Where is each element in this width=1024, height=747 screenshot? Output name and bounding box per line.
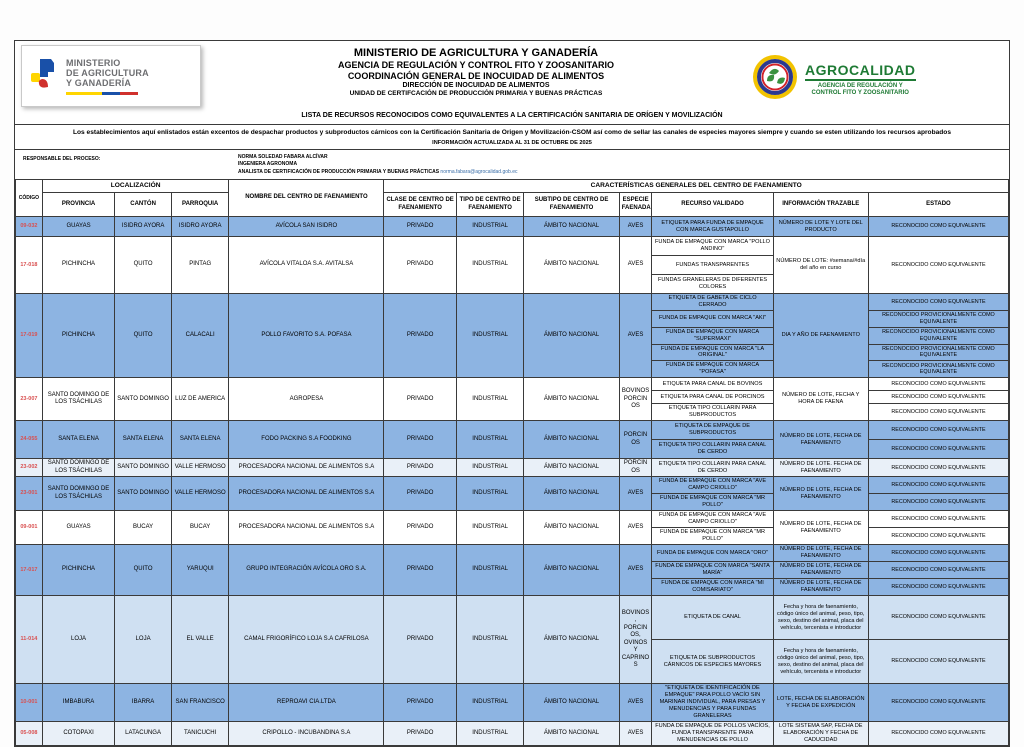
cell-tipo: INDUSTRIAL: [456, 217, 524, 237]
cell-recurso: ETIQUETA PARA CANAL DE BOVINOS: [652, 378, 773, 391]
cell-canton: ISIDRO AYORA: [115, 217, 172, 237]
cell-canton: IBARRA: [115, 684, 172, 722]
cell-recurso: FUNDAS GRANELERAS DE DIFERENTES COLORES: [652, 275, 773, 294]
cell-code: 17-017: [16, 545, 43, 596]
cell-provincia: COTOPAXI: [42, 722, 114, 746]
cell-parroquia: VALLE HERMOSO: [171, 459, 229, 477]
cell-tipo: INDUSTRIAL: [456, 378, 524, 421]
cell-estado: RECONOCIDO COMO EQUIVALENTE: [868, 217, 1008, 237]
cell-especie: AVES: [619, 477, 652, 511]
cell-code: 24-055: [16, 421, 43, 459]
cell-parroquia: SANTA ELENA: [171, 421, 229, 459]
cell-provincia: SANTO DOMINGO DE LOS TSÁCHILAS: [42, 477, 114, 511]
cell-estado: RECONOCIDO COMO EQUIVALENTE: [868, 440, 1008, 459]
cell-provincia: PICHINCHA: [42, 294, 114, 378]
cell-tipo: INDUSTRIAL: [456, 684, 524, 722]
cell-code: 09-032: [16, 217, 43, 237]
cell-parroquia: YARUQUI: [171, 545, 229, 596]
cell-subtipo: ÁMBITO NACIONAL: [524, 722, 619, 746]
cell-info: LOTE, FECHA DE ELABORACIÓN Y FECHA DE EXPEDICIÓN: [773, 684, 868, 722]
cell-info: DIA Y AÑO DE FAENAMIENTO: [773, 294, 868, 378]
cell-clase: PRIVADO: [384, 237, 456, 294]
cell-code: 11-014: [16, 596, 43, 684]
resources-table: [15, 179, 1009, 746]
table-row: [16, 477, 1009, 494]
ecuador-tricolor-bar: [66, 92, 138, 95]
header-nombre: NOMBRE DEL CENTRO DE FAENAMIENTO: [229, 180, 384, 217]
cell-nombre: CAMAL FRIGORÍFICO LOJA S.A CAFRILOSA: [229, 596, 384, 684]
cell-parroquia: EL VALLE: [171, 596, 229, 684]
cell-recurso: FUNDA DE EMPAQUE CON MARCA "SUPERMAXI": [652, 327, 773, 344]
cell-especie: PORCINOS: [619, 459, 652, 477]
cell-estado: RECONOCIDO COMO EQUIVALENTE: [868, 421, 1008, 440]
cell-provincia: GUAYAS: [42, 217, 114, 237]
cell-info: NÚMERO DE LOTE, FECHA DE FAENAMIENTO: [773, 562, 868, 579]
table-header: [16, 180, 1009, 217]
cell-recurso: FUNDA DE EMPAQUE CON MARCA "ORO": [652, 545, 773, 562]
header-codigo: CÓDIGO: [16, 180, 43, 217]
responsible-email: norma.fabara@agrocalidad.gob.ec: [440, 168, 518, 175]
table-row: [16, 421, 1009, 440]
cell-recurso: FUNDA DE EMPAQUE CON MARCA "AVE CAMPO CRIOLLO": [652, 511, 773, 528]
cell-info: NÚMERO DE LOTE: #semana/#día del año en curso: [773, 237, 868, 294]
cell-subtipo: ÁMBITO NACIONAL: [524, 684, 619, 722]
header-canton: CANTÓN: [115, 193, 172, 217]
cell-clase: PRIVADO: [384, 459, 456, 477]
table-row: [16, 294, 1009, 311]
cell-subtipo: ÁMBITO NACIONAL: [524, 459, 619, 477]
cell-provincia: PICHINCHA: [42, 545, 114, 596]
cell-subtipo: ÁMBITO NACIONAL: [524, 511, 619, 545]
cell-provincia: PICHINCHA: [42, 237, 114, 294]
cell-tipo: INDUSTRIAL: [456, 596, 524, 684]
cell-recurso: ETIQUETA DE GABETA DE CICLO CERRADO: [652, 294, 773, 311]
cell-estado: RECONOCIDO COMO EQUIVALENTE: [868, 640, 1008, 684]
mag-logo-line3: Y GANADERÍA: [66, 77, 132, 88]
cell-recurso: ETIQUETA TIPO COLLARIN PARA SUBPRODUCTOS: [652, 404, 773, 421]
cell-parroquia: SAN FRANCISCO: [171, 684, 229, 722]
notice-updated: INFORMACIÓN ACTUALIZADA AL 31 DE OCTUBRE DE 2025: [432, 139, 592, 146]
agrocalidad-subtitle: AGENCIA DE REGULACIÓN Y CONTROL FITO Y ZOOSANITARIO: [811, 82, 909, 96]
title-direction: DIRECCIÓN DE INOCUIDAD DE ALIMENTOS: [402, 82, 550, 89]
cell-recurso: ETIQUETA PARA FUNDA DE EMPAQUE CON MARCA GUSTAPOLLO: [652, 217, 773, 237]
header-provincia: PROVINCIA: [42, 193, 114, 217]
cell-estado: RECONOCIDO COMO EQUIVALENTE: [868, 391, 1008, 404]
cell-nombre: AVÍCOLA SAN ISIDRO: [229, 217, 384, 237]
cell-estado: RECONOCIDO COMO EQUIVALENTE: [868, 511, 1008, 528]
notice-text: Los establecimientos aquí enlistados están excentos de despachar productos y subproductos cárnicos con la Certificación Sanitaria de Origen y Movilización-CSOM así como de sellar las canales de especies mayores siempre y cuando se esten utilizando los recursos aprobados: [73, 129, 951, 136]
table-row: [16, 511, 1009, 528]
cell-estado: RECONOCIDO COMO EQUIVALENTE: [868, 545, 1008, 562]
cell-parroquia: TANICUCHI: [171, 722, 229, 746]
mag-logo: [21, 45, 201, 107]
cell-recurso: FUNDA DE EMPAQUE CON MARCA "POLLO ANDINO": [652, 237, 773, 256]
table-row: [16, 545, 1009, 562]
cell-code: 17-019: [16, 294, 43, 378]
cell-canton: QUITO: [115, 237, 172, 294]
cell-nombre: PROCESADORA NACIONAL DE ALIMENTOS S.A: [229, 477, 384, 511]
cell-info: NÚMERO DE LOTE, FECHA DE FAENAMIENTO: [773, 579, 868, 596]
cell-provincia: SANTO DOMINGO DE LOS TSÁCHILAS: [42, 378, 114, 421]
responsible-section: [15, 150, 1009, 180]
cell-estado: RECONOCIDO COMO EQUIVALENTE: [868, 596, 1008, 640]
cell-recurso: FUNDA DE EMPAQUE CON MARCA "MR POLLO": [652, 494, 773, 511]
cell-clase: PRIVADO: [384, 294, 456, 378]
cell-recurso: FUNDA DE EMPAQUE CON MARCA "MR POLLO": [652, 528, 773, 545]
cell-clase: PRIVADO: [384, 378, 456, 421]
cell-code: 09-001: [16, 511, 43, 545]
cell-estado: RECONOCIDO PROVICIONALMENTE COMO EQUIVALENTE: [868, 344, 1008, 361]
responsible-details: [238, 154, 518, 177]
cell-nombre: PROCESADORA NACIONAL DE ALIMENTOS S.A: [229, 511, 384, 545]
cell-especie: AVES: [619, 217, 652, 237]
cell-estado: RECONOCIDO COMO EQUIVALENTE: [868, 528, 1008, 545]
document-titles: [201, 45, 751, 97]
cell-recurso: FUNDA DE EMPAQUE CON MARCA "AKI": [652, 311, 773, 328]
cell-recurso: FUNDA DE EMPAQUE CON MARCA "LA ORIGINAL": [652, 344, 773, 361]
title-ministry: MINISTERIO DE AGRICULTURA Y GANADERÍA: [353, 47, 599, 59]
cell-tipo: INDUSTRIAL: [456, 421, 524, 459]
cell-estado: RECONOCIDO PROVICIONALMENTE COMO EQUIVALENTE: [868, 327, 1008, 344]
cell-tipo: INDUSTRIAL: [456, 294, 524, 378]
cell-estado: RECONOCIDO COMO EQUIVALENTE: [868, 579, 1008, 596]
table-body: [16, 217, 1009, 746]
mag-logo-text: [66, 59, 149, 95]
cell-info: Fecha y hora de faenamiento, código único del animal, peso, tipo, sexo, destino del animal, placa del vehículo, tercenista e introductor: [773, 596, 868, 640]
cell-nombre: AVÍCOLA VITALOA S.A. AVITALSA: [229, 237, 384, 294]
cell-code: 23-002: [16, 459, 43, 477]
cell-nombre: AGROPESA: [229, 378, 384, 421]
agrocalidad-logo: [751, 45, 1003, 106]
cell-recurso: FUNDA DE EMPAQUE CON MARCA "AVE CAMPO CRIOLLO": [652, 477, 773, 494]
cell-nombre: CRIPOLLO - INCUBANDINA S.A: [229, 722, 384, 746]
cell-especie: PORCINOS: [619, 421, 652, 459]
cell-parroquia: LUZ DE AMERICA: [171, 378, 229, 421]
cell-canton: QUITO: [115, 294, 172, 378]
cell-provincia: SANTA ELENA: [42, 421, 114, 459]
cell-canton: SANTO DOMINGO: [115, 477, 172, 511]
cell-estado: RECONOCIDO COMO EQUIVALENTE: [868, 294, 1008, 311]
document-list-title: LISTA DE RECURSOS RECONOCIDOS COMO EQUIVALENTES A LA CERTIFICACIÓN SANITARIA DE ORÍGEN Y MOVILIZACIÓN: [301, 112, 723, 119]
cell-recurso: FUNDA DE EMPAQUE CON MARCA "MI COMISARIATO": [652, 579, 773, 596]
responsible-role-line: [238, 169, 518, 177]
cell-canton: SANTA ELENA: [115, 421, 172, 459]
cell-parroquia: CALACALI: [171, 294, 229, 378]
mag-logo-line2: DE AGRICULTURA: [66, 68, 149, 79]
cell-clase: PRIVADO: [384, 477, 456, 511]
cell-estado: RECONOCIDO COMO EQUIVALENTE: [868, 404, 1008, 421]
cell-recurso: ETIQUETA DE EMPAQUE DE SUBPRODUCTOS: [652, 421, 773, 440]
header-especie: ESPECIE FAENADA: [619, 193, 652, 217]
cell-especie: AVES: [619, 545, 652, 596]
mag-logo-line1: MINISTERIO: [66, 58, 121, 69]
table-row: [16, 378, 1009, 391]
cell-especie: AVES: [619, 511, 652, 545]
cell-tipo: INDUSTRIAL: [456, 722, 524, 746]
cell-subtipo: ÁMBITO NACIONAL: [524, 477, 619, 511]
table-row: [16, 217, 1009, 237]
cell-especie: AVES: [619, 294, 652, 378]
cell-estado: RECONOCIDO PROVICIONALMENTE COMO EQUIVALENTE: [868, 361, 1008, 378]
cell-nombre: FODO PACKING S.A FOODKING: [229, 421, 384, 459]
title-agency: AGENCIA DE REGULACIÓN Y CONTROL FITO Y ZOOSANITARIO: [337, 60, 615, 70]
cell-estado: RECONOCIDO COMO EQUIVALENTE: [868, 562, 1008, 579]
cell-info: LOTE SISTEMA SAP, FECHA DE ELABORACIÓN Y FECHA DE CADUCIDAD: [773, 722, 868, 746]
cell-recurso: ETIQUETA DE CANAL: [652, 596, 773, 640]
cell-clase: PRIVADO: [384, 217, 456, 237]
cell-estado: RECONOCIDO COMO EQUIVALENTE: [868, 684, 1008, 722]
cell-canton: SANTO DOMINGO: [115, 378, 172, 421]
cell-info: NÚMERO DE LOTE, FECHA DE FAENAMIENTO: [773, 545, 868, 562]
header-estado: ESTADO: [868, 193, 1008, 217]
table-row: [16, 722, 1009, 746]
header-tipo: TIPO DE CENTRO DE FAENAMIENTO: [456, 193, 524, 217]
cell-provincia: SANTO DOMINGO DE LOS TSÁCHILAS: [42, 459, 114, 477]
title-coordination: COORDINACIÓN GENERAL DE INOCUIDAD DE ALIMENTOS: [347, 71, 605, 81]
cell-clase: PRIVADO: [384, 511, 456, 545]
cell-tipo: INDUSTRIAL: [456, 511, 524, 545]
cell-info: NÚMERO DE LOTE, FECHA DE FAENAMIENTO: [773, 477, 868, 511]
cell-canton: LATACUNGA: [115, 722, 172, 746]
cell-especie: BOVINOS, PORCINOS, OVINOS Y CAPRINOS: [619, 596, 652, 684]
cell-code: 05-008: [16, 722, 43, 746]
cell-canton: QUITO: [115, 545, 172, 596]
title-unit: UNIDAD DE CERTIFCACIÓN DE PRODUCCIÓN PRIMARIA Y BUENAS PRÁCTICAS: [349, 90, 603, 97]
table-row: [16, 459, 1009, 477]
table-row: [16, 596, 1009, 640]
cell-subtipo: ÁMBITO NACIONAL: [524, 378, 619, 421]
cell-canton: LOJA: [115, 596, 172, 684]
cell-clase: PRIVADO: [384, 421, 456, 459]
cell-recurso: ETIQUETA TIPO COLLARIN PARA CANAL DE CERDO: [652, 459, 773, 477]
header-localizacion: LOCALIZACIÓN: [42, 180, 229, 193]
cell-especie: AVES: [619, 722, 652, 746]
table-row: [16, 237, 1009, 256]
cell-recurso: FUNDA DE EMPAQUE CON MARCA "SANTA MARÍA": [652, 562, 773, 579]
cell-parroquia: BUCAY: [171, 511, 229, 545]
cell-provincia: GUAYAS: [42, 511, 114, 545]
cell-canton: SANTO DOMINGO: [115, 459, 172, 477]
responsible-label: RESPONSABLE DEL PROCESO:: [23, 155, 101, 162]
cell-info: NÚMERO DE LOTE Y LOTE DEL PRODUCTO: [773, 217, 868, 237]
cell-nombre: GRUPO INTEGRACIÓN AVÍCOLA ORO S.A.: [229, 545, 384, 596]
cell-tipo: INDUSTRIAL: [456, 237, 524, 294]
agrocalidad-name: AGROCALIDAD: [805, 62, 916, 81]
cell-nombre: PROCESADORA NACIONAL DE ALIMENTOS S.A: [229, 459, 384, 477]
document-sheet: [14, 40, 1010, 747]
responsible-title: INGENIERA AGRONOMA: [238, 161, 298, 168]
cell-clase: PRIVADO: [384, 684, 456, 722]
notice-banner: [15, 124, 1009, 150]
cell-info: NÚMERO DE LOTE, FECHA DE FAENAMIENTO: [773, 421, 868, 459]
agrocalidad-text: [805, 62, 916, 98]
cell-especie: AVES: [619, 237, 652, 294]
cell-especie: AVES: [619, 684, 652, 722]
responsible-role: ANALISTA DE CERTIFICACIÓN DE PRODUCCIÓN PRIMARIA Y BUENAS PRÁCTICAS: [238, 168, 440, 175]
cell-subtipo: ÁMBITO NACIONAL: [524, 237, 619, 294]
header-info: INFORMACIÓN TRAZABLE: [773, 193, 868, 217]
cell-tipo: INDUSTRIAL: [456, 459, 524, 477]
cell-estado: RECONOCIDO COMO EQUIVALENTE: [868, 494, 1008, 511]
header-caracteristicas: CARACTERÍSTICAS GENERALES DEL CENTRO DE FAENAMIENTO: [384, 180, 1009, 193]
table-row: [16, 684, 1009, 722]
cell-parroquia: PINTAG: [171, 237, 229, 294]
cell-subtipo: ÁMBITO NACIONAL: [524, 294, 619, 378]
cell-code: 23-001: [16, 477, 43, 511]
cell-clase: PRIVADO: [384, 722, 456, 746]
header-parroquia: PARROQUIA: [171, 193, 229, 217]
responsible-name: NORMA SOLEDAD FABARA ALCÍVAR: [238, 153, 328, 160]
document-header: [15, 41, 1009, 107]
cell-subtipo: ÁMBITO NACIONAL: [524, 217, 619, 237]
cell-subtipo: ÁMBITO NACIONAL: [524, 421, 619, 459]
cell-tipo: INDUSTRIAL: [456, 545, 524, 596]
cell-provincia: IMBABURA: [42, 684, 114, 722]
cell-recurso: FUNDA DE EMPAQUE DE POLLOS VACÍOS, FUNDA TRANSPARENTE PARA MENUDENCIAS DE POLLO: [652, 722, 773, 746]
cell-code: 17-018: [16, 237, 43, 294]
cell-clase: PRIVADO: [384, 596, 456, 684]
cell-especie: BOVINOS PORCINOS: [619, 378, 652, 421]
cell-recurso: ETIQUETA TIPO COLLARIN PARA CANAL DE CERDO: [652, 440, 773, 459]
cell-canton: BUCAY: [115, 511, 172, 545]
cell-recurso: ETIQUETA PARA CANAL DE PORCINOS: [652, 391, 773, 404]
cell-recurso: FUNDAS TRANSPARENTES: [652, 256, 773, 275]
cell-clase: PRIVADO: [384, 545, 456, 596]
cell-recurso: FUNDA DE EMPAQUE CON MARCA "POFASA": [652, 361, 773, 378]
cell-recurso: "ETIQUETA DE IDENTIFICACIÓN DE EMPAQUE" PARA POLLO VACÍO SIN MARINAR INDIVIDUAL, PARA PRESAS Y MENUDENCIAS Y PARA FUNDAS GRANELERAS: [652, 684, 773, 722]
cell-nombre: REPROAVI CIA.LTDA: [229, 684, 384, 722]
cell-estado: RECONOCIDO COMO EQUIVALENTE: [868, 237, 1008, 294]
cell-info: NÚMERO DE LOTE, FECHA Y HORA DE FAENA: [773, 378, 868, 421]
cell-estado: RECONOCIDO COMO EQUIVALENTE: [868, 378, 1008, 391]
cell-recurso: ETIQUETA DE SUBPRODUCTOS CÁRNICOS DE ESPECIES MAYORES: [652, 640, 773, 684]
cell-estado: RECONOCIDO COMO EQUIVALENTE: [868, 477, 1008, 494]
cell-nombre: POLLO FAVORITO S.A. POFASA: [229, 294, 384, 378]
header-recurso: RECURSO VALIDADO: [652, 193, 773, 217]
header-subtipo: SUBTIPO DE CENTRO DE FAENAMIENTO: [524, 193, 619, 217]
header-clase: CLASE DE CENTRO DE FAENAMIENTO: [384, 193, 456, 217]
cell-estado: RECONOCIDO PROVICIONALMENTE COMO EQUIVALENTE: [868, 311, 1008, 328]
cell-estado: RECONOCIDO COMO EQUIVALENTE: [868, 722, 1008, 746]
cell-subtipo: ÁMBITO NACIONAL: [524, 545, 619, 596]
cell-parroquia: VALLE HERMOSO: [171, 477, 229, 511]
mag-logo-icon: [30, 57, 60, 98]
cell-parroquia: ISIDRO AYORA: [171, 217, 229, 237]
cell-info: Fecha y hora de faenamiento, código único del animal, peso, tipo, sexo, destino del animal, placa del vehículo, tercenista e introductor: [773, 640, 868, 684]
cell-code: 23-007: [16, 378, 43, 421]
cell-tipo: INDUSTRIAL: [456, 477, 524, 511]
cell-subtipo: ÁMBITO NACIONAL: [524, 596, 619, 684]
cell-info: NÚMERO DE LOTE. FECHA DE FAENAMIENTO: [773, 459, 868, 477]
cell-code: 10-001: [16, 684, 43, 722]
cell-estado: RECONOCIDO COMO EQUIVALENTE: [868, 459, 1008, 477]
cell-info: NÚMERO DE LOTE, FECHA DE FAENAMIENTO: [773, 511, 868, 545]
cell-provincia: LOJA: [42, 596, 114, 684]
agrocalidad-emblem-icon: [751, 53, 799, 106]
